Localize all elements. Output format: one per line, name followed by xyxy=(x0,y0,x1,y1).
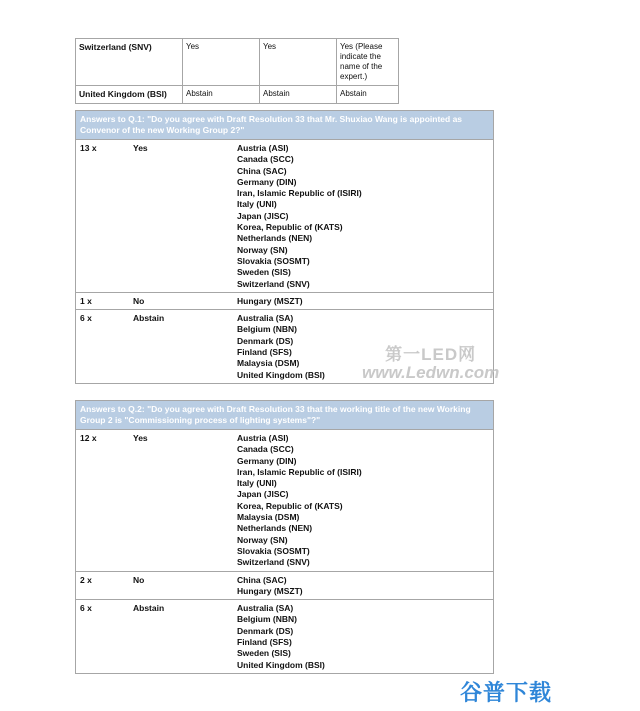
country-item: Netherlands (NEN) xyxy=(237,523,313,534)
country-item: Switzerland (SNV) xyxy=(237,557,310,568)
country-item: Denmark (DS) xyxy=(237,335,294,346)
country-list xyxy=(233,600,494,674)
member-name: United Kingdom (BSI) xyxy=(76,86,183,104)
country-item: Belgium (NBN) xyxy=(237,324,297,335)
site-watermark-title: 第一LED网 xyxy=(385,345,477,364)
country-item: Malaysia (DSM) xyxy=(237,512,300,523)
country-item: Finland (SFS) xyxy=(237,637,292,648)
vote-count: 13 x xyxy=(76,140,130,293)
country-item: Norway (SN) xyxy=(237,244,288,255)
vote-cell: Abstain xyxy=(183,86,260,104)
country-item: Iran, Islamic Republic of (ISIRI) xyxy=(237,466,362,477)
country-item: Italy (UNI) xyxy=(237,478,277,489)
table-row xyxy=(76,292,494,309)
vote-label: Abstain xyxy=(129,600,233,674)
table-row xyxy=(76,39,399,86)
country-item: Austria (ASI) xyxy=(237,433,289,443)
country-item: Australia (SA) xyxy=(237,603,294,614)
country-item: China (SAC) xyxy=(237,165,287,176)
country-item: Austria (ASI) xyxy=(237,143,289,153)
country-item: United Kingdom (BSI) xyxy=(237,369,325,380)
vote-count: 6 x xyxy=(76,600,130,674)
country-item: Switzerland (SNV) xyxy=(237,278,310,289)
vote-label: No xyxy=(129,292,233,309)
member-name: Switzerland (SNV) xyxy=(76,39,183,86)
country-item: Hungary (MSZT) xyxy=(237,295,303,306)
vote-count: 6 x xyxy=(76,310,130,384)
vote-label: Yes xyxy=(129,430,233,572)
country-item: Norway (SN) xyxy=(237,534,288,545)
table-row xyxy=(76,430,494,572)
table-row xyxy=(76,600,494,674)
q1-answers-table xyxy=(75,110,494,384)
country-item: Slovakia (SOSMT) xyxy=(237,545,310,556)
vote-count: 2 x xyxy=(76,571,130,600)
country-item: Netherlands (NEN) xyxy=(237,233,313,244)
country-item: Slovakia (SOSMT) xyxy=(237,255,310,266)
country-list xyxy=(233,571,494,600)
country-item: Malaysia (DSM) xyxy=(237,358,300,369)
table-header-row xyxy=(76,401,494,430)
q2-answers-table xyxy=(75,400,494,674)
country-item: Germany (DIN) xyxy=(237,176,297,187)
vote-label: No xyxy=(129,571,233,600)
country-item: Germany (DIN) xyxy=(237,455,297,466)
q2-header: Answers to Q.2: "Do you agree with Draft Resolution 33 that the working title of the new Working Group 2 is "Commissioning process of lighting systems"?" xyxy=(76,401,494,430)
vote-cell: Yes xyxy=(260,39,337,86)
table-row xyxy=(76,571,494,600)
vote-cell: Abstain xyxy=(337,86,399,104)
country-item: Iran, Islamic Republic of (ISIRI) xyxy=(237,188,362,199)
country-item: Finland (SFS) xyxy=(237,347,292,358)
table-row xyxy=(76,310,494,384)
country-item: United Kingdom (BSI) xyxy=(237,659,325,670)
country-list xyxy=(233,430,494,572)
vote-label: Abstain xyxy=(129,310,233,384)
vote-label: Yes xyxy=(129,140,233,293)
country-item: Sweden (SIS) xyxy=(237,648,291,659)
country-item: Italy (UNI) xyxy=(237,199,277,210)
table-row xyxy=(76,140,494,293)
country-item: Korea, Republic of (KATS) xyxy=(237,222,343,233)
vote-cell: Abstain xyxy=(260,86,337,104)
country-item: Australia (SA) xyxy=(237,313,294,324)
country-item: Japan (JISC) xyxy=(237,489,289,500)
q1-header: Answers to Q.1: "Do you agree with Draft Resolution 33 that Mr. Shuxiao Wang is appointed as Convenor of the new Working Group 2?" xyxy=(76,111,494,140)
country-list xyxy=(233,140,494,293)
brand-watermark: 谷普下载 xyxy=(460,680,553,705)
country-item: Sweden (SIS) xyxy=(237,267,291,278)
country-item: Belgium (NBN) xyxy=(237,614,297,625)
table-row xyxy=(76,86,399,104)
country-item: Canada (SCC) xyxy=(237,154,294,165)
vote-cell: Yes (Please indicate the name of the expert.) xyxy=(337,39,399,86)
country-item: Denmark (DS) xyxy=(237,625,294,636)
country-item: China (SAC) xyxy=(237,574,287,585)
country-list xyxy=(233,292,494,309)
vote-count: 1 x xyxy=(76,292,130,309)
table-header-row xyxy=(76,111,494,140)
previous-vote-table xyxy=(75,38,399,104)
country-item: Japan (JISC) xyxy=(237,210,289,221)
vote-count: 12 x xyxy=(76,430,130,572)
country-list xyxy=(233,310,494,384)
country-item: Canada (SCC) xyxy=(237,444,294,455)
site-watermark-url: www.Ledwn.com xyxy=(362,363,500,382)
country-item: Korea, Republic of (KATS) xyxy=(237,500,343,511)
vote-cell: Yes xyxy=(183,39,260,86)
country-item: Hungary (MSZT) xyxy=(237,585,303,596)
